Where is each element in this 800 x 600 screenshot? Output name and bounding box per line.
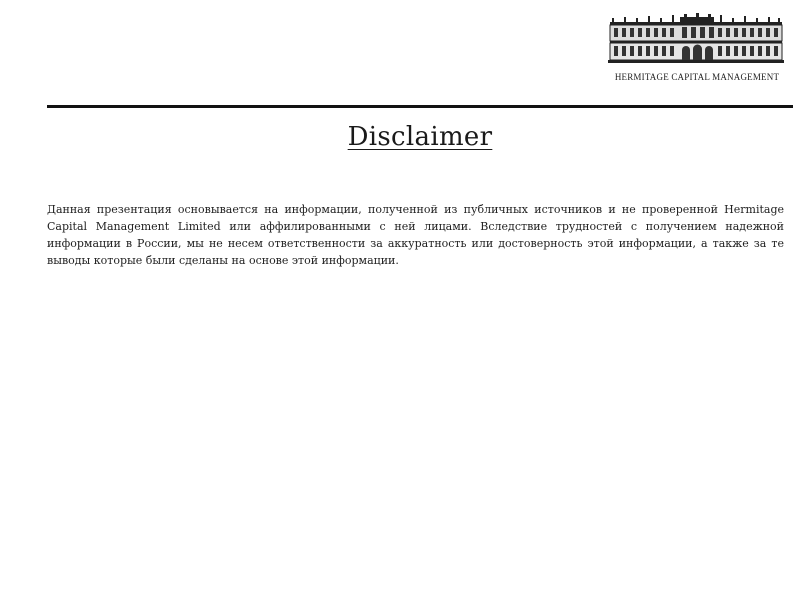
- disclaimer-text: Данная презентация основывается на информации, полученной из публичных источников и не проверенной Hermitage Capital Management Limited или аффилированными с ней лицами. Вследствие трудностей с получением надежной информации в России, мы не несем ответственности за аккуратность или достоверность этой информации, а также за те выводы которые были сделаны на основе этой информации.: [47, 203, 784, 267]
- header-divider: [47, 105, 793, 108]
- brand-caption: HERMITAGE CAPITAL MANAGEMENT: [614, 72, 780, 82]
- hermitage-building-icon: [608, 12, 784, 64]
- page-title: Disclaimer: [347, 122, 493, 152]
